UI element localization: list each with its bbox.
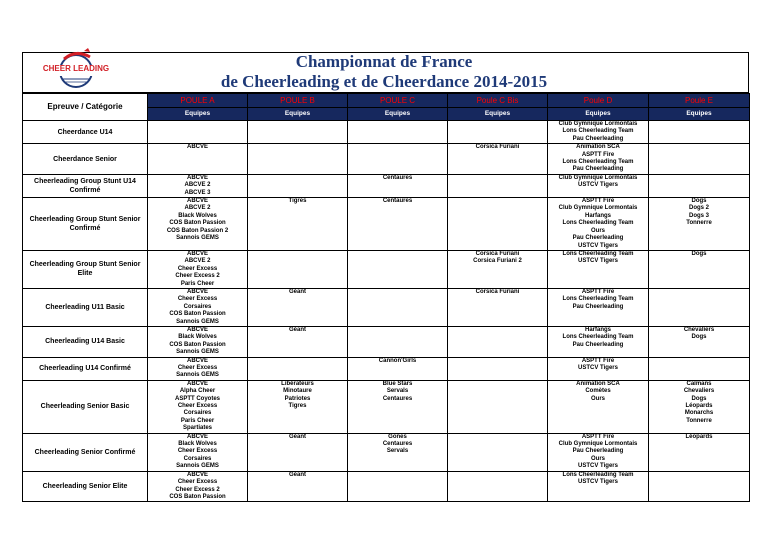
table-row [23,144,750,175]
team-name: Corsaires [183,410,212,417]
team-name: USTCV Tigers [578,365,618,371]
team-name: Black Wolves [178,441,217,448]
category-cell: Cheerleading U14 Basic [23,326,148,357]
team-list-cell [448,121,548,144]
team-list-cell [548,380,649,433]
team-name: Minotaure [283,388,312,395]
team-list-cell [148,471,248,502]
team-name: Dogs [691,198,707,205]
equipes-header: Equipes [548,108,649,121]
team-name: Léopards [685,433,713,440]
team-name: COS Baton Passion [169,341,226,348]
team-name: ABCVE 2 [184,258,211,265]
poule-header: Poule E [649,94,750,108]
team-list-cell [348,433,448,471]
table-row [23,433,750,471]
team-list-cell [548,288,649,326]
category-cell: Cheerleading Group Stunt U14 Confirmé [23,174,148,197]
team-list-cell [248,326,348,357]
team-name: Harfangs [584,326,611,333]
team-list-cell [548,471,649,502]
team-list-cell [348,121,448,144]
team-name: COS Baton Passion [169,311,226,318]
team-list-cell [448,357,548,380]
team-name: Pau Cheerleading [572,166,624,173]
team-list-cell [348,357,448,380]
equipes-header: Equipes [248,108,348,121]
team-name: Animation SCA [576,380,620,387]
team-name: Corsaires [183,303,212,310]
team-name: ABCVE [186,250,208,257]
team-name: Club Gymnique Lormontais [558,205,638,212]
team-name: Club Gymnique Lormontais [558,174,638,181]
team-name: Harfangs [584,212,611,219]
team-name: Gones [388,433,407,440]
category-cell: Cheerleading Senior Basic [23,380,148,433]
table-row [23,250,750,288]
table-row [23,121,750,144]
equipes-header: Equipes [649,108,750,121]
team-list-cell [248,144,348,175]
team-name: Animation SCA [576,144,620,151]
team-name: Géant [288,326,306,333]
team-name: Paris Cheer [180,417,215,424]
page-title: Championnat de France [295,52,473,71]
team-name: COS Baton Passion [169,220,226,227]
team-name: Cheer Excess [177,296,218,303]
team-name: Corsica Furiani [475,288,520,295]
team-list-cell [448,144,548,175]
team-name: Dogs [691,250,707,257]
team-list-cell [649,288,750,326]
team-list-cell [548,326,649,357]
team-list-cell [348,288,448,326]
team-list-cell [348,471,448,502]
team-name: ASPTT Coyotes [174,395,220,402]
team-list-cell [148,144,248,175]
team-list-cell [348,250,448,288]
team-list-cell [548,121,649,144]
team-name: Libérateurs [281,380,314,387]
category-column-header: Epreuve / Catégorie [23,94,148,121]
team-name: ABCVE 3 [184,189,211,196]
table-row [23,357,750,380]
table-row [23,471,750,502]
team-name: ASPTT Fire [581,433,615,440]
team-name: Lons Cheerleading Team [562,471,634,478]
team-name: Centaures [382,198,413,205]
team-name: Servals [386,448,409,455]
team-name: ABCVE [186,471,208,478]
team-name: Cheer Excess [177,448,218,455]
logo-text-line1: CHEER LEADING [42,64,110,73]
team-name: Ours [590,455,605,462]
team-name: Cheer Excess [177,479,218,486]
team-name: ASPTT Fire [581,198,615,205]
team-list-cell [448,380,548,433]
team-name: Lons Cheerleading Team [562,334,634,341]
table-row [23,326,750,357]
equipes-header: Equipes [148,108,248,121]
team-list-cell [248,121,348,144]
team-name: Paris Cheer [180,280,215,287]
team-name: Dogs [691,334,707,341]
category-cell: Cheerdance U14 [23,121,148,144]
team-name: Ours [590,395,605,402]
table-body [23,121,750,502]
team-name: Tonnerre [686,417,712,424]
team-list-cell [649,326,750,357]
team-name: Pau Cheerleading [572,235,624,242]
team-list-cell [448,250,548,288]
team-name: ASPTT Fire [581,357,615,364]
team-list-cell [548,144,649,175]
team-name: ABCVE [186,174,208,181]
team-list-cell [448,326,548,357]
team-list-cell [348,144,448,175]
category-cell: Cheerleading Group Stunt Senior Confirmé [23,198,148,251]
team-list-cell [649,357,750,380]
team-name: Corsica Furiani [475,250,520,257]
team-list-cell [548,433,649,471]
team-name: Pau Cheerleading [572,341,624,348]
team-list-cell [148,121,248,144]
team-list-cell [248,174,348,197]
team-name: Cheer Excess 2 [175,486,220,493]
team-list-cell [148,357,248,380]
team-name: Patriotes [284,395,311,402]
team-name: Centaures [382,441,413,448]
team-name: Black Wolves [178,212,217,219]
team-name: Tigres [288,198,307,205]
team-name: ASPTT Fire [581,288,615,295]
team-list-cell [248,357,348,380]
team-name: Corsaires [183,455,212,462]
team-name: Géant [288,433,306,440]
team-list-cell [148,380,248,433]
team-list-cell [248,198,348,251]
team-name: Lons Cheerleading Team [562,250,634,257]
team-list-cell [348,326,448,357]
team-name: Tonnerre [686,220,712,227]
team-name: Sannois GEMS [176,318,219,325]
team-name: Spartiates [182,425,212,432]
team-name: Centaures [382,395,413,402]
equipes-header: Equipes [448,108,548,121]
team-name: Lons Cheerleading Team [562,128,634,135]
team-list-cell [148,288,248,326]
team-name: Chevaliers [683,326,715,333]
team-name: ABCVE [186,357,208,364]
team-name: Sannois GEMS [176,372,219,379]
team-list-cell [548,174,649,197]
team-name: Cheer Excess [177,265,218,272]
category-cell: Cheerdance Senior [23,144,148,175]
team-name: Lons Cheerleading Team [562,159,634,166]
team-list-cell [448,433,548,471]
team-name: Cheer Excess 2 [175,273,220,280]
team-list-cell [649,250,750,288]
team-list-cell [548,198,649,251]
team-list-cell [148,326,248,357]
team-name: Sannois GEMS [176,349,219,356]
team-name: ABCVE 2 [184,205,211,212]
team-list-cell [448,471,548,502]
team-list-cell [348,174,448,197]
team-name: Lons Cheerleading Team [562,296,634,303]
team-name: Club Gymnique Lormontais [558,121,638,127]
team-name: Tigres [288,403,307,410]
team-list-cell [649,380,750,433]
team-list-cell [649,121,750,144]
team-list-cell [248,288,348,326]
team-name: Cheer Excess [177,365,218,371]
category-cell: Cheerleading U11 Basic [23,288,148,326]
team-list-cell [148,174,248,197]
team-list-cell [148,433,248,471]
equipes-header: Equipes [348,108,448,121]
competition-table [22,93,750,502]
poule-header: POULE A [148,94,248,108]
team-list-cell [649,174,750,197]
team-name: Monarchs [684,410,714,417]
team-name: Dogs 2 [688,205,709,212]
team-list-cell [448,288,548,326]
category-cell: Cheerleading Senior Confirmé [23,433,148,471]
team-name: Sannois GEMS [176,235,219,242]
poule-header: Poule C Bis [448,94,548,108]
team-name: Géant [288,288,306,295]
team-list-cell [448,174,548,197]
team-name: Ours [590,227,605,234]
team-name: ABCVE [186,433,208,440]
team-name: Servals [386,388,409,395]
category-cell: Cheerleading Senior Elite [23,471,148,502]
team-name: Pau Cheerleading [572,135,624,142]
team-name: Sannois GEMS [176,463,219,470]
team-name: USTCV Tigers [578,258,618,265]
table-row [23,174,750,197]
team-name: Cheer Excess [177,403,218,410]
team-name: USTCV Tigers [578,463,618,470]
team-name: ABCVE [186,144,208,151]
team-name: Corsica Furiani [475,144,520,151]
table-row [23,198,750,251]
team-name: Caïmans [686,380,712,387]
team-name: ABCVE [186,198,208,205]
team-name: Centaures [382,174,413,181]
team-list-cell [548,250,649,288]
category-cell: Cheerleading U14 Confirmé [23,357,148,380]
team-name: USTCV Tigers [578,242,618,249]
team-name: ABCVE [186,380,208,387]
team-name: Chevaliers [683,388,715,395]
team-list-cell [649,198,750,251]
category-cell: Cheerleading Group Stunt Senior Elite [23,250,148,288]
team-list-cell [248,471,348,502]
team-list-cell [248,433,348,471]
team-name: Blue Stars [382,380,413,387]
team-name: COS Baton Passion 2 [166,227,229,234]
team-list-cell [448,198,548,251]
team-name: COS Baton Passion [169,493,226,500]
team-name: Géant [288,471,306,478]
team-name: Black Wolves [178,334,217,341]
team-name: Comètes [585,388,611,395]
team-list-cell [649,471,750,502]
team-list-cell [148,198,248,251]
team-list-cell [348,380,448,433]
table-row [23,380,750,433]
team-name: USTCV Tigers [578,182,618,189]
team-name: Cannon'Girls [378,357,417,364]
poule-header: Poule D [548,94,649,108]
team-name: ASPTT Fire [581,151,615,158]
team-list-cell [649,144,750,175]
team-name: Alpha Cheer [179,388,216,395]
team-name: ABCVE 2 [184,182,211,189]
page-subtitle: de Cheerleading et de Cheerdance 2014-2015 [220,72,548,91]
team-name: Corsica Furiani 2 [473,258,522,265]
poule-header: POULE C [348,94,448,108]
team-name: Dogs [691,395,707,402]
team-list-cell [649,433,750,471]
team-list-cell [248,250,348,288]
team-list-cell [348,198,448,251]
team-name: Pau Cheerleading [572,448,624,455]
team-list-cell [548,357,649,380]
poule-header: POULE B [248,94,348,108]
team-list-cell [148,250,248,288]
team-list-cell [248,380,348,433]
team-name: Dogs 3 [688,212,709,219]
team-name: Lons Cheerleading Team [562,220,634,227]
team-name: Léopards [685,403,713,410]
team-name: ABCVE [186,326,208,333]
table-row [23,288,750,326]
team-name: ABCVE [186,288,208,295]
team-name: Club Gymnique Lormontais [558,441,638,448]
team-name: Pau Cheerleading [572,303,624,310]
team-name: USTCV Tigers [578,479,618,486]
